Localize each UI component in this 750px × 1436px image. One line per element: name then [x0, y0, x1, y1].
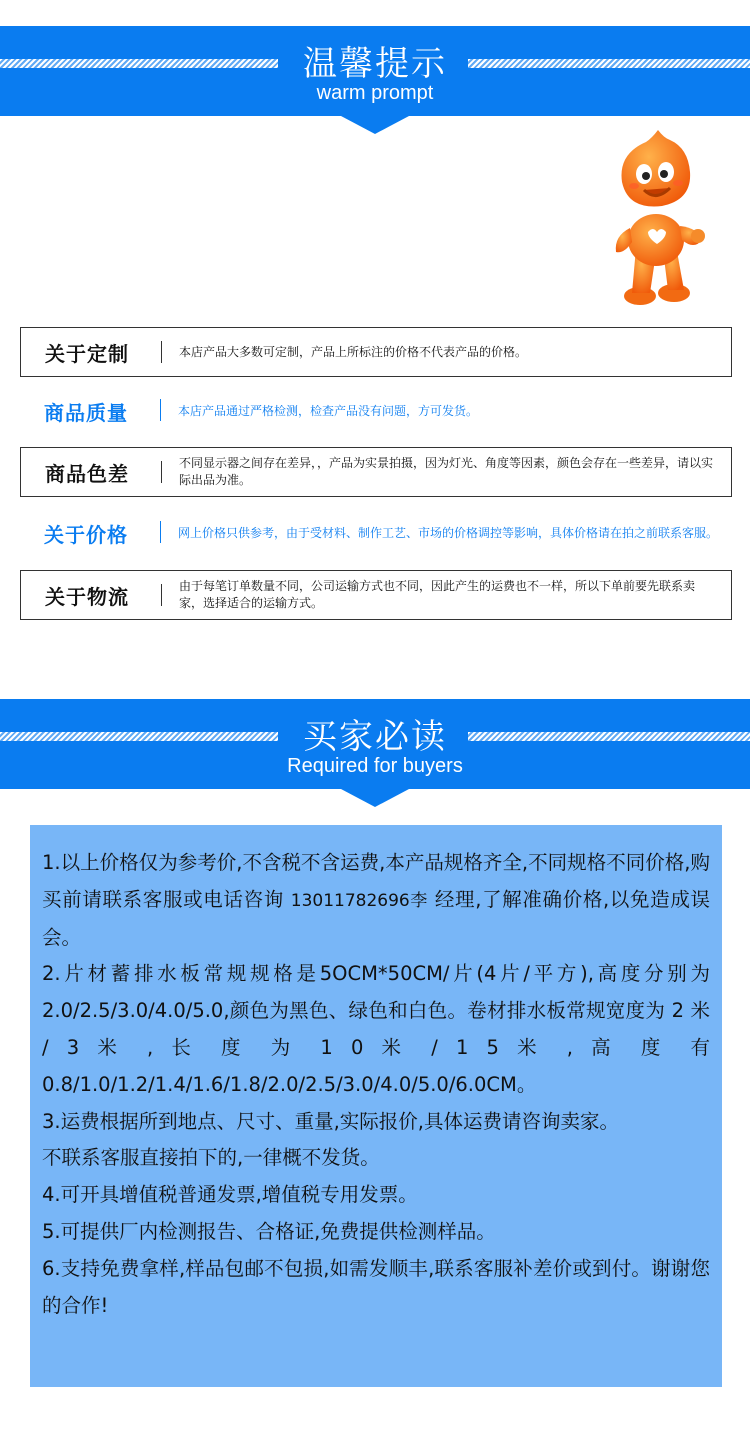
banner-subtitle: warm prompt [316, 82, 434, 104]
divider [161, 461, 162, 483]
notice-text: 网上价格只供参考，由于受材料、制作工艺、市场的价格调控等影响，具体价格请在拍之前联系客服。 [178, 525, 719, 540]
notice-head: 关于价格 [44, 522, 128, 547]
note-2: 2.片材蓄排水板常规规格是5OCM*50CM/片(4片/平方),高度分别为2.0/2.5/3.0/4.0/5.0,颜色为黑色、绿色和白色。卷材排水板常规宽度为 2 米 / 3 米 , 长 度 为 1 0 米 / 1 5 米 , 高 度 有 0.8/1.0/1.2/1.4/1.6/1.8/2.0/2.5/3.0/4.0/5.0/6.0CM。 [42, 962, 710, 1096]
notice-color-difference [20, 447, 732, 497]
divider [160, 521, 161, 543]
notice-head: 关于定制 [45, 341, 129, 366]
notice-quality [20, 386, 732, 436]
notice-logistics [20, 570, 732, 620]
notice-text: 本店产品大多数可定制，产品上所标注的价格不代表产品的价格。 [179, 344, 528, 359]
divider [161, 584, 162, 606]
phone-number: 13011782696李 [290, 890, 429, 911]
banner-title: 买家必读 [303, 717, 447, 757]
note-3b: 不联系客服直接拍下的,一律概不发货。 [42, 1146, 380, 1170]
notice-customization [20, 327, 732, 377]
notice-head: 关于物流 [45, 584, 129, 609]
notice-head: 商品色差 [45, 461, 129, 486]
notice-text: 不同显示器之间存在差异，，产品为实景拍摄，因为灯光、角度等因素，颜色会存在一些差异，请以实际出品为准。 [179, 456, 714, 487]
note-6: 6.支持免费拿样,样品包邮不包损,如需发顺丰,联系客服补差价或到付。谢谢您的合作! [42, 1256, 710, 1317]
banner-pointer [341, 789, 409, 807]
banner-title: 温馨提示 [303, 44, 447, 84]
note-1-part-a: 1.以上价格仅为参考价,不含税不含运费,本产品规格齐全,不同规格不同价格,购买前请联系客服或电话咨询 [42, 851, 710, 911]
banner-subtitle: Required for buyers [287, 755, 463, 777]
note-1-part-b: 经理,了解准确价格,以免造成误会。 [42, 887, 710, 949]
divider [160, 399, 161, 421]
buyer-notes-panel [30, 825, 722, 1387]
divider [161, 341, 162, 363]
note-3a: 3.运费根据所到地点、尺寸、重量,实际报价,具体运费请咨询卖家。 [42, 1109, 620, 1133]
notice-text: 由于每笔订单数量不同，公司运输方式也不同，因此产生的运费也不一样，所以下单前要先联系卖家，选择适合的运输方式。 [179, 579, 696, 610]
notice-text: 本店产品通过严格检测，检查产品没有问题，方可发货。 [178, 403, 479, 418]
notice-price [20, 508, 732, 558]
warm-prompt-banner [0, 26, 750, 116]
buyers-must-read-banner [0, 699, 750, 789]
mascot-image [608, 128, 708, 308]
notice-head: 商品质量 [44, 400, 128, 425]
banner-pointer [341, 116, 409, 134]
note-1 [42, 845, 710, 956]
note-4: 4.可开具增值税普通发票,增值税专用发票。 [42, 1183, 418, 1207]
note-5: 5.可提供厂内检测报告、合格证,免费提供检测样品。 [42, 1219, 496, 1243]
